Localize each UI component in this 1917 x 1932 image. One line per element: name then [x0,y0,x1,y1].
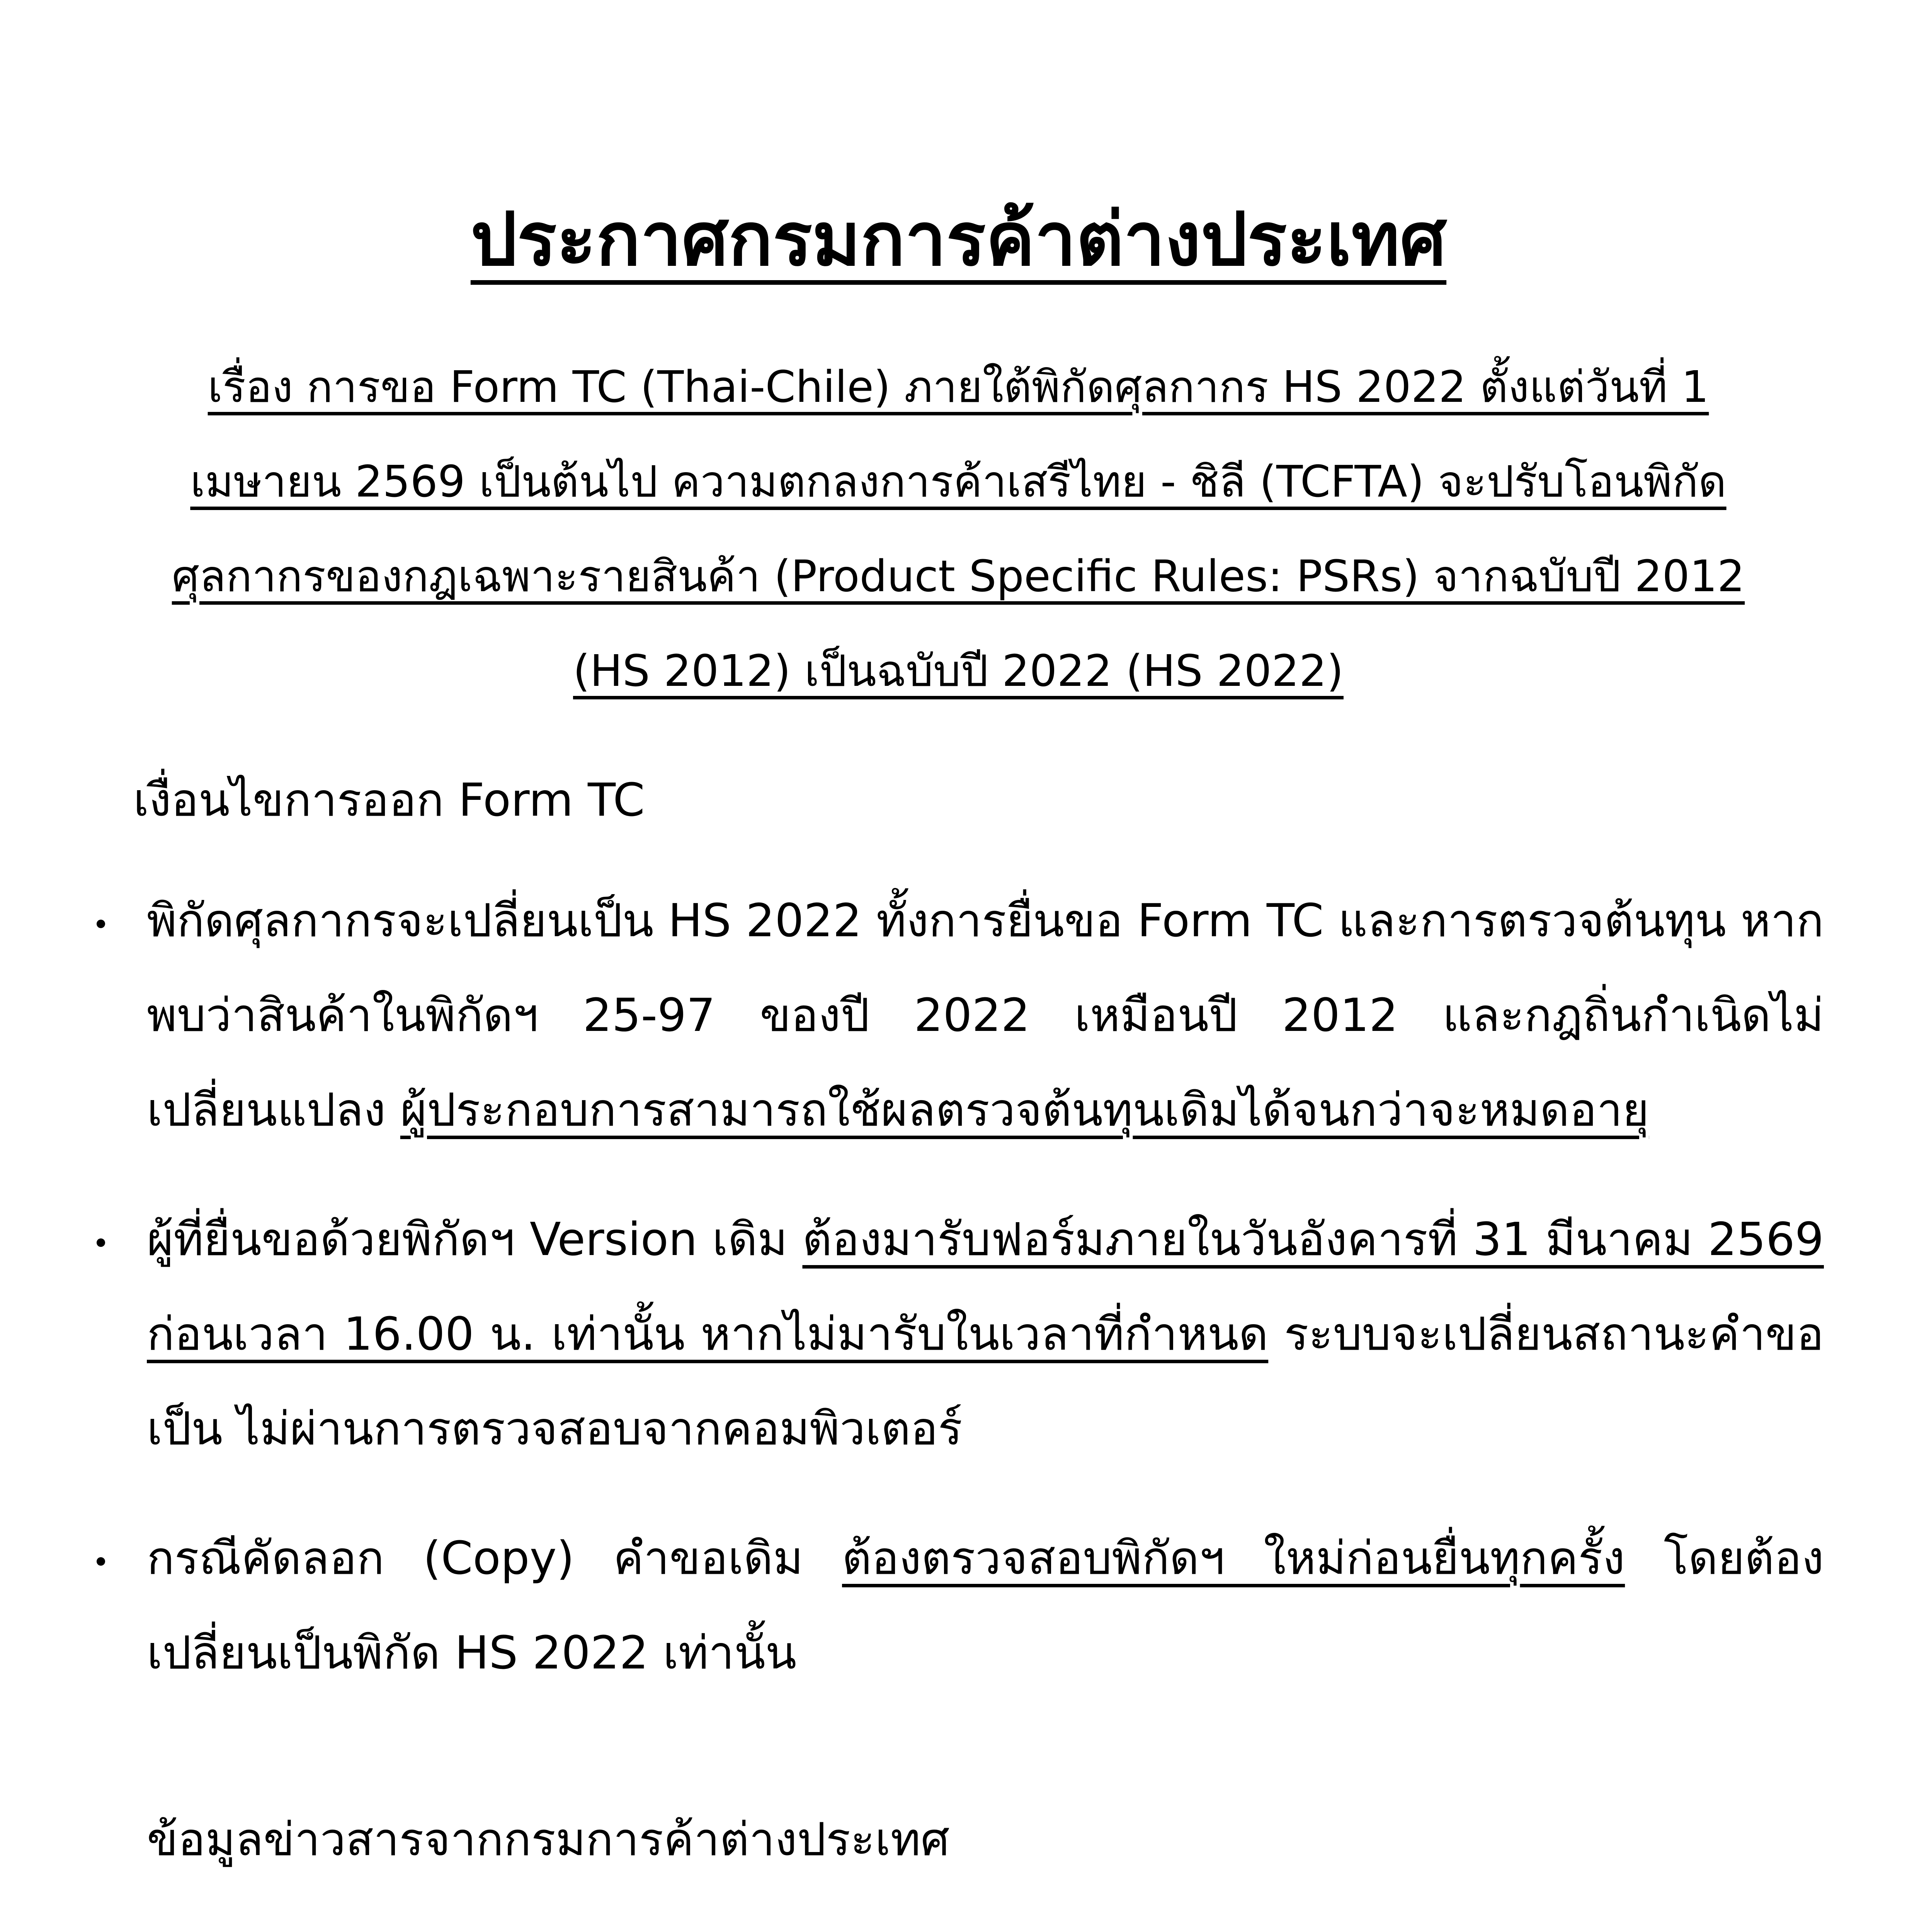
condition-text: กรณีคัดลอก (Copy) คำขอเดิม [147,1531,842,1585]
announcement-subject [128,340,1789,719]
announcement-title: ประกาศกรมการค้าต่างประเทศ [470,197,1447,282]
condition-item [85,1511,1824,1700]
conditions-list [85,873,1824,1700]
condition-trailing-text: ระบบจะเปลี่ยนสถานะคำขอเป็น ไม่ผ่านการตรวจสอบจากคอมพิวเตอร์ [147,1307,1824,1455]
source-footer: ข้อมูลข่าวสารจากกรมการค้าต่างประเทศ [147,1813,950,1866]
condition-underlined-text: ต้องมารับฟอร์มภายในวันอังคารที่ 31 มีนาคม 2569 ก่อนเวลา 16.00 น. เท่านั้น หากไม่มารับในเวลาที่กำหนด [147,1213,1824,1361]
condition-text: พิกัดศุลกากรจะเปลี่ยนเป็น HS 2022 ทั้งการยื่นขอ Form TC และการตรวจต้นทุน หากพบว่าสินค้าในพิกัดฯ 25-97 ของปี 2022 เหมือนปี 2012 และกฎถิ่นกำเนิดไม่เปลี่ยนแปลง [147,894,1824,1136]
bullet-dot-icon [97,1557,105,1566]
condition-item [85,873,1824,1157]
bullet-dot-icon [97,920,105,928]
subject-text: เรื่อง การขอ Form TC (Thai-Chile) ภายใต้พิกัดศุลกากร HS 2022 ตั้งแต่วันที่ 1 เมษายน 2569 เป็นต้นไป ความตกลงการค้าเสรีไทย - ชิลี (TCFTA) จะปรับโอนพิกัดศุลกากรของกฎเฉพาะรายสินค้า (Product Specific Rules: PSRs) จากฉบับปี 2012 (HS 2012) เป็นฉบับปี 2022 (HS 2022) [172,362,1745,696]
condition-text: ผู้ที่ยื่นขอด้วยพิกัดฯ Version เดิม [147,1213,803,1266]
condition-underlined-text: ต้องตรวจสอบพิกัดฯ ใหม่ก่อนยื่นทุกครั้ง [842,1531,1625,1585]
bullet-dot-icon [97,1238,105,1247]
conditions-heading: เงื่อนไขการออก Form TC [133,773,645,827]
condition-underlined-text: ผู้ประกอบการสามารถใช้ผลตรวจต้นทุนเดิมได้จนกว่าจะหมดอายุ [400,1083,1649,1136]
condition-trailing-text: โดยต้องเปลี่ยนเป็นพิกัด HS 2022 เท่านั้น [147,1531,1824,1679]
condition-item [85,1192,1824,1476]
